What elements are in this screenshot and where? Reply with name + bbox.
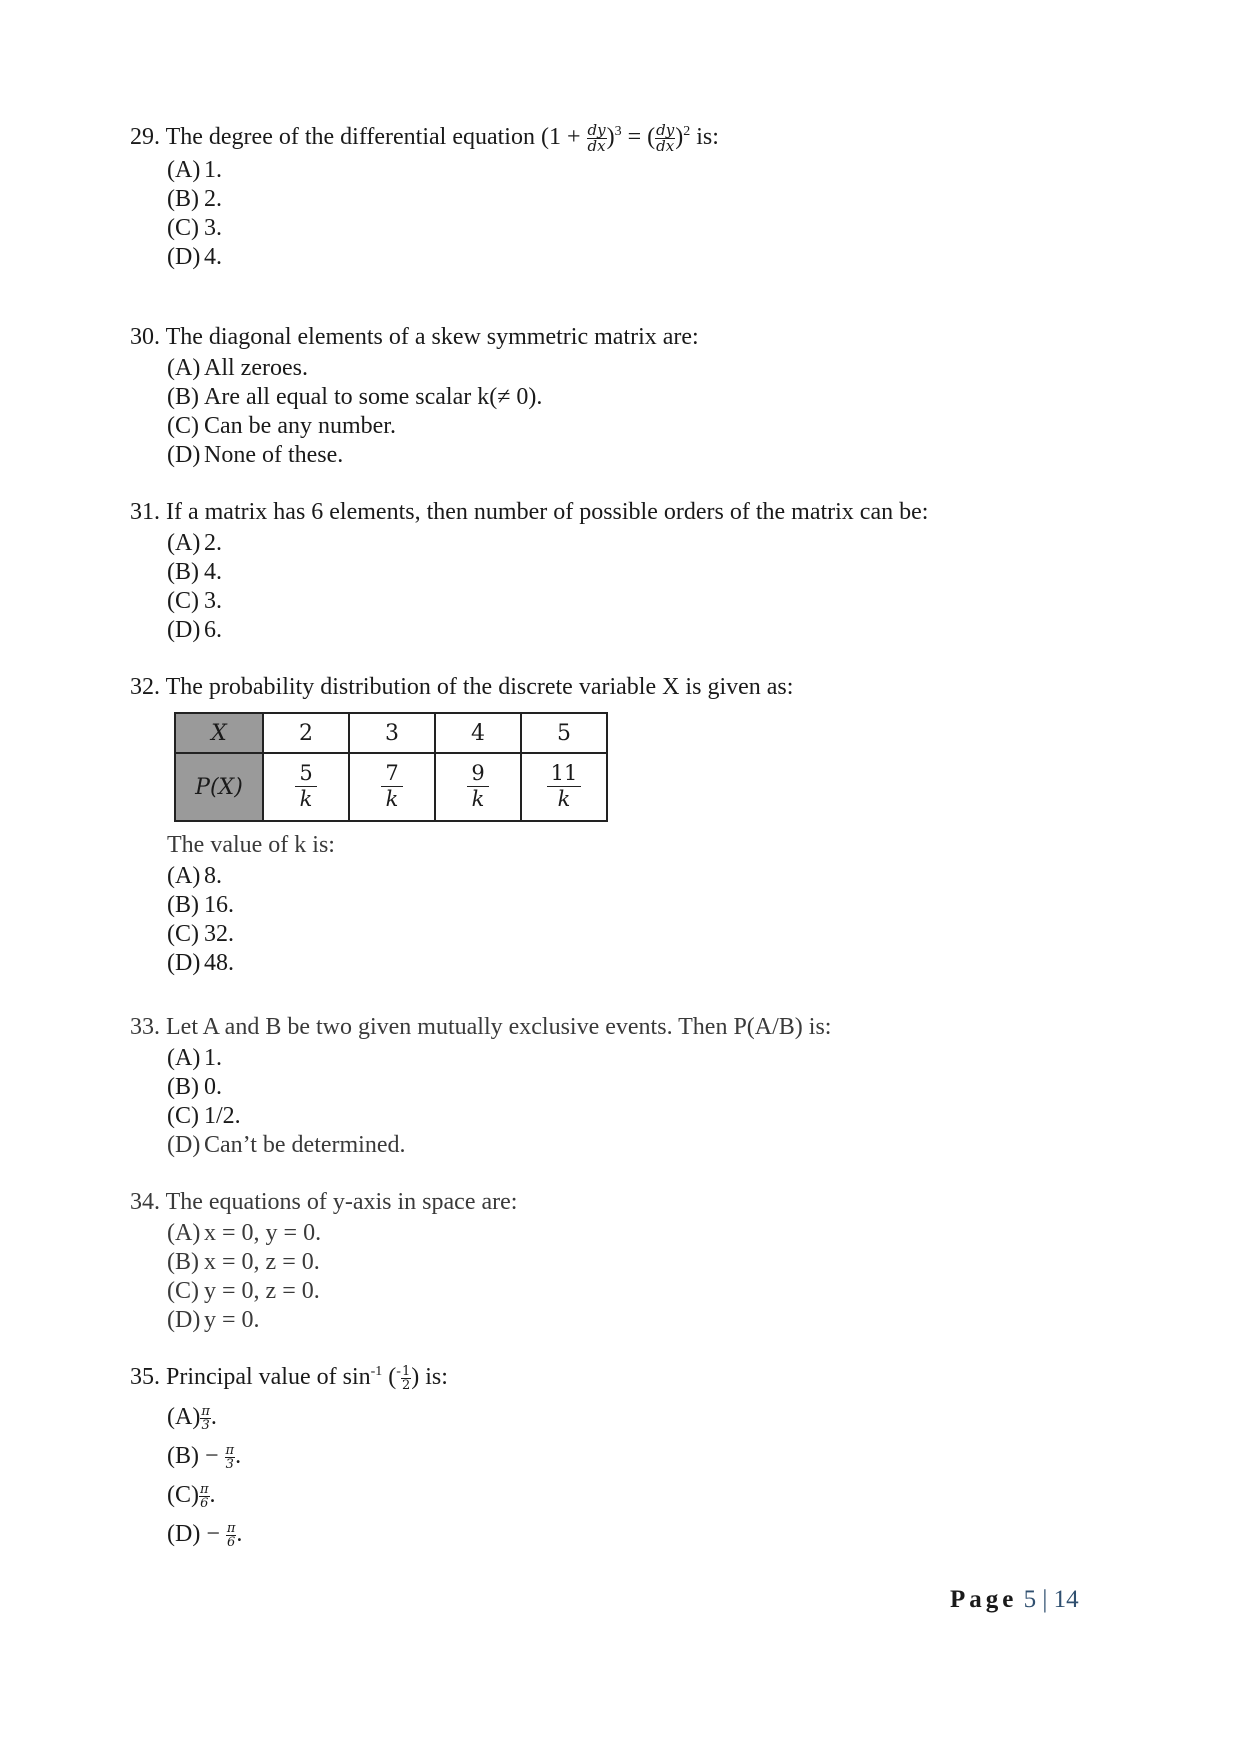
option-letter: (A) xyxy=(167,1045,201,1071)
question-text-part: If a matrix has 6 elements, then number of possible orders of the matrix can be: xyxy=(166,499,929,525)
options-list xyxy=(167,862,1130,978)
option-d xyxy=(167,1131,1130,1160)
option-letter: (C) xyxy=(167,214,199,241)
option-letter: (D) xyxy=(167,442,201,468)
question-number: 35. xyxy=(130,1364,160,1390)
question-text-part: The equations of y-axis in space are: xyxy=(165,1189,518,1215)
table-cell xyxy=(435,753,521,821)
page-total: 14 xyxy=(1053,1586,1079,1613)
option-text: 16. xyxy=(204,892,234,918)
fraction-denominator: 6 xyxy=(200,1495,209,1511)
option-d xyxy=(167,1306,1130,1335)
option-text: y = 0. xyxy=(204,1307,260,1333)
option-letter: (C) xyxy=(167,413,199,439)
question-text-part: Let A and B be two given mutually exclusive events. Then P(A/B) is: xyxy=(166,1014,832,1040)
fraction-denominator: dx xyxy=(587,136,606,155)
option-text: 8. xyxy=(204,863,222,889)
option-text: 32. xyxy=(204,921,234,947)
option-b xyxy=(167,1073,1130,1102)
fraction-pi xyxy=(199,1483,210,1510)
option-letter: (D) xyxy=(167,617,201,643)
option-c xyxy=(167,587,1130,616)
exponent: 2 xyxy=(683,124,691,139)
question-text-part: is: xyxy=(690,124,719,150)
option-a xyxy=(167,862,1130,891)
question-text-part: Principal value of sin xyxy=(166,1364,371,1390)
fraction xyxy=(295,760,316,811)
table-cell: 4 xyxy=(435,713,521,753)
question-31 xyxy=(130,497,1130,645)
option-text: All zeroes. xyxy=(204,355,308,381)
option-text: 2. xyxy=(204,185,222,212)
question-number: 32. xyxy=(130,674,160,700)
question-text-part: The diagonal elements of a skew symmetric matrix are: xyxy=(165,324,699,350)
option-text: x = 0, y = 0. xyxy=(204,1220,322,1246)
page-label: Page xyxy=(950,1586,1018,1613)
option-text: 4. xyxy=(204,559,222,585)
option-letter: (D) xyxy=(167,1307,201,1333)
fraction-denominator: 6 xyxy=(227,1534,236,1550)
option-letter: (C) xyxy=(167,1482,199,1508)
question-text xyxy=(130,497,1130,527)
option-letter: (B) xyxy=(167,892,199,918)
period: . xyxy=(209,1482,216,1508)
fraction-pi xyxy=(226,1522,237,1549)
option-letter: (A) xyxy=(167,355,201,381)
question-number: 34. xyxy=(130,1189,160,1215)
option-a xyxy=(167,529,1130,558)
question-text xyxy=(130,322,1130,352)
option-text: 3. xyxy=(204,214,222,241)
option-a xyxy=(167,354,1130,383)
option-a xyxy=(167,1044,1130,1073)
option-text: Can’t be determined. xyxy=(204,1132,406,1158)
inverse-superscript: -1 xyxy=(370,1364,383,1379)
option-text: 2. xyxy=(204,530,222,556)
question-text xyxy=(130,1187,1130,1217)
sign: − xyxy=(205,1443,219,1469)
options-list xyxy=(167,529,1130,645)
options-list xyxy=(167,354,1130,470)
fraction-pi xyxy=(225,1444,236,1471)
fraction-numerator: 11 xyxy=(550,760,578,785)
option-letter: (C) xyxy=(167,588,199,614)
period: . xyxy=(236,1521,243,1547)
option-letter: (A) xyxy=(167,1404,201,1430)
option-text: 6. xyxy=(204,617,222,643)
fraction-numerator: 7 xyxy=(385,760,399,785)
question-30 xyxy=(130,322,1130,470)
option-b xyxy=(167,558,1130,587)
option-b xyxy=(167,383,1130,412)
fraction-numerator: 5 xyxy=(299,760,313,785)
question-text xyxy=(130,1012,1130,1042)
table-cell: 5 xyxy=(521,713,607,753)
fraction xyxy=(467,760,488,811)
fraction-numerator: π xyxy=(225,1442,235,1458)
option-text: 48. xyxy=(204,950,234,976)
option-text: 1. xyxy=(204,156,222,183)
option-letter: (A) xyxy=(167,1220,201,1246)
option-text: 3. xyxy=(204,588,222,614)
option-letter: (C) xyxy=(167,1103,199,1129)
page-separator: | xyxy=(1036,1586,1054,1613)
question-35 xyxy=(130,1362,1130,1554)
question-text-part: The probability distribution of the discrete variable X is given as: xyxy=(165,674,794,700)
option-c xyxy=(167,1476,1130,1515)
question-text xyxy=(130,672,1130,702)
options-list xyxy=(167,1398,1130,1554)
option-b xyxy=(167,891,1130,920)
options-list xyxy=(167,1219,1130,1335)
table-cell: 3 xyxy=(349,713,435,753)
option-text: x = 0, z = 0. xyxy=(204,1249,320,1275)
question-34 xyxy=(130,1187,1130,1335)
fraction-denominator: k xyxy=(547,786,582,810)
option-a xyxy=(167,1219,1130,1248)
option-d xyxy=(167,441,1130,470)
period: . xyxy=(210,1404,217,1430)
fraction-numerator: π xyxy=(200,1481,209,1497)
option-letter: (B) xyxy=(167,1249,199,1275)
fraction-denominator: k xyxy=(381,786,402,810)
option-text: None of these. xyxy=(204,442,344,468)
option-c xyxy=(167,920,1130,949)
fraction xyxy=(381,760,402,811)
options-list xyxy=(167,156,1130,272)
option-b xyxy=(167,1248,1130,1277)
question-prompt: The value of k is: xyxy=(167,832,335,858)
sign: − xyxy=(206,1521,220,1547)
option-a xyxy=(167,1398,1130,1437)
fraction-numerator: 1 xyxy=(401,1363,411,1379)
question-number: 30. xyxy=(130,324,160,350)
fraction-denominator: k xyxy=(295,786,316,810)
option-c xyxy=(167,412,1130,441)
option-c xyxy=(167,1277,1130,1306)
table-cell: 2 xyxy=(263,713,349,753)
fraction-numerator: 9 xyxy=(471,760,485,785)
fraction-numerator: π xyxy=(226,1520,236,1536)
table-header-px: P(X) xyxy=(175,753,263,821)
question-text: 29. The degree of the differential equation (1 + $\frac{dy}{dx}$ )$^3$ = ( $\frac{dy}{dx}$ )$^2$ is: xyxy=(130,120,719,155)
option-text: 1/2. xyxy=(204,1103,241,1129)
option-letter: (D) xyxy=(167,243,201,270)
equals-sign: = ( xyxy=(621,124,656,150)
option-letter: (B) xyxy=(167,384,199,410)
fraction-denominator: 2 xyxy=(401,1377,411,1393)
option-text: Are all equal to some scalar k(≠ 0). xyxy=(204,384,543,410)
option-letter: (C) xyxy=(167,1278,199,1304)
fraction-numerator: dy xyxy=(656,120,675,139)
fraction-pi xyxy=(200,1405,211,1432)
fraction-numerator: π xyxy=(201,1403,210,1419)
question-29 xyxy=(130,122,1130,272)
fraction-denominator: 3 xyxy=(225,1456,234,1472)
question-number: 33. xyxy=(130,1014,160,1040)
paren: ( xyxy=(382,1364,397,1390)
option-letter: (B) xyxy=(167,1443,199,1469)
question-33 xyxy=(130,1012,1130,1160)
fraction-denominator: 3 xyxy=(201,1417,210,1433)
option-c xyxy=(167,1102,1130,1131)
option-b xyxy=(167,185,1130,214)
fraction-denominator: dx xyxy=(656,136,675,155)
table-cell xyxy=(263,753,349,821)
option-c xyxy=(167,214,1130,243)
question-number: 31. xyxy=(130,499,160,525)
table-row xyxy=(175,753,607,821)
probability-table xyxy=(174,712,608,822)
option-letter: (A) xyxy=(167,863,201,889)
question-32 xyxy=(130,672,1130,978)
table-header-x: X xyxy=(175,713,263,753)
option-text: 4. xyxy=(204,243,222,270)
option-letter: (B) xyxy=(167,1074,199,1100)
table-row xyxy=(175,713,607,753)
option-letter: (A) xyxy=(167,530,201,556)
option-letter: (D) xyxy=(167,1132,201,1158)
fraction-numerator: dy xyxy=(587,120,606,139)
option-letter: (D) xyxy=(167,1521,201,1547)
fraction xyxy=(547,760,582,811)
option-b xyxy=(167,1437,1130,1476)
table-cell xyxy=(521,753,607,821)
period: . xyxy=(235,1443,242,1469)
option-text: 0. xyxy=(204,1074,222,1100)
option-letter: (D) xyxy=(167,950,201,976)
option-letter: (C) xyxy=(167,921,199,947)
options-list xyxy=(167,1044,1130,1160)
question-text-part: The degree of the differential equation (1 + xyxy=(165,124,587,150)
option-a xyxy=(167,156,1130,185)
minus-sign: - xyxy=(396,1364,401,1379)
option-letter: (B) xyxy=(167,559,199,585)
option-text: Can be any number. xyxy=(204,413,396,439)
option-d xyxy=(167,949,1130,978)
option-letter: (A) xyxy=(167,156,201,183)
option-d xyxy=(167,243,1130,272)
exponent: 3 xyxy=(614,124,622,139)
table-cell xyxy=(349,753,435,821)
option-text: y = 0, z = 0. xyxy=(204,1278,320,1304)
fraction-one-half xyxy=(401,1365,411,1392)
option-letter: (B) xyxy=(167,185,199,212)
fraction-denominator: k xyxy=(467,786,488,810)
option-d xyxy=(167,616,1130,645)
fraction-dy-dx xyxy=(587,120,607,155)
page-footer xyxy=(950,1586,1079,1614)
question-text xyxy=(130,1362,1130,1392)
option-text: 1. xyxy=(204,1045,222,1071)
fraction-dy-dx-2 xyxy=(655,120,675,155)
question-text-part: ) is: xyxy=(411,1364,448,1390)
option-d xyxy=(167,1515,1130,1554)
question-number: 29. xyxy=(130,124,160,150)
page-current: 5 xyxy=(1023,1586,1037,1613)
